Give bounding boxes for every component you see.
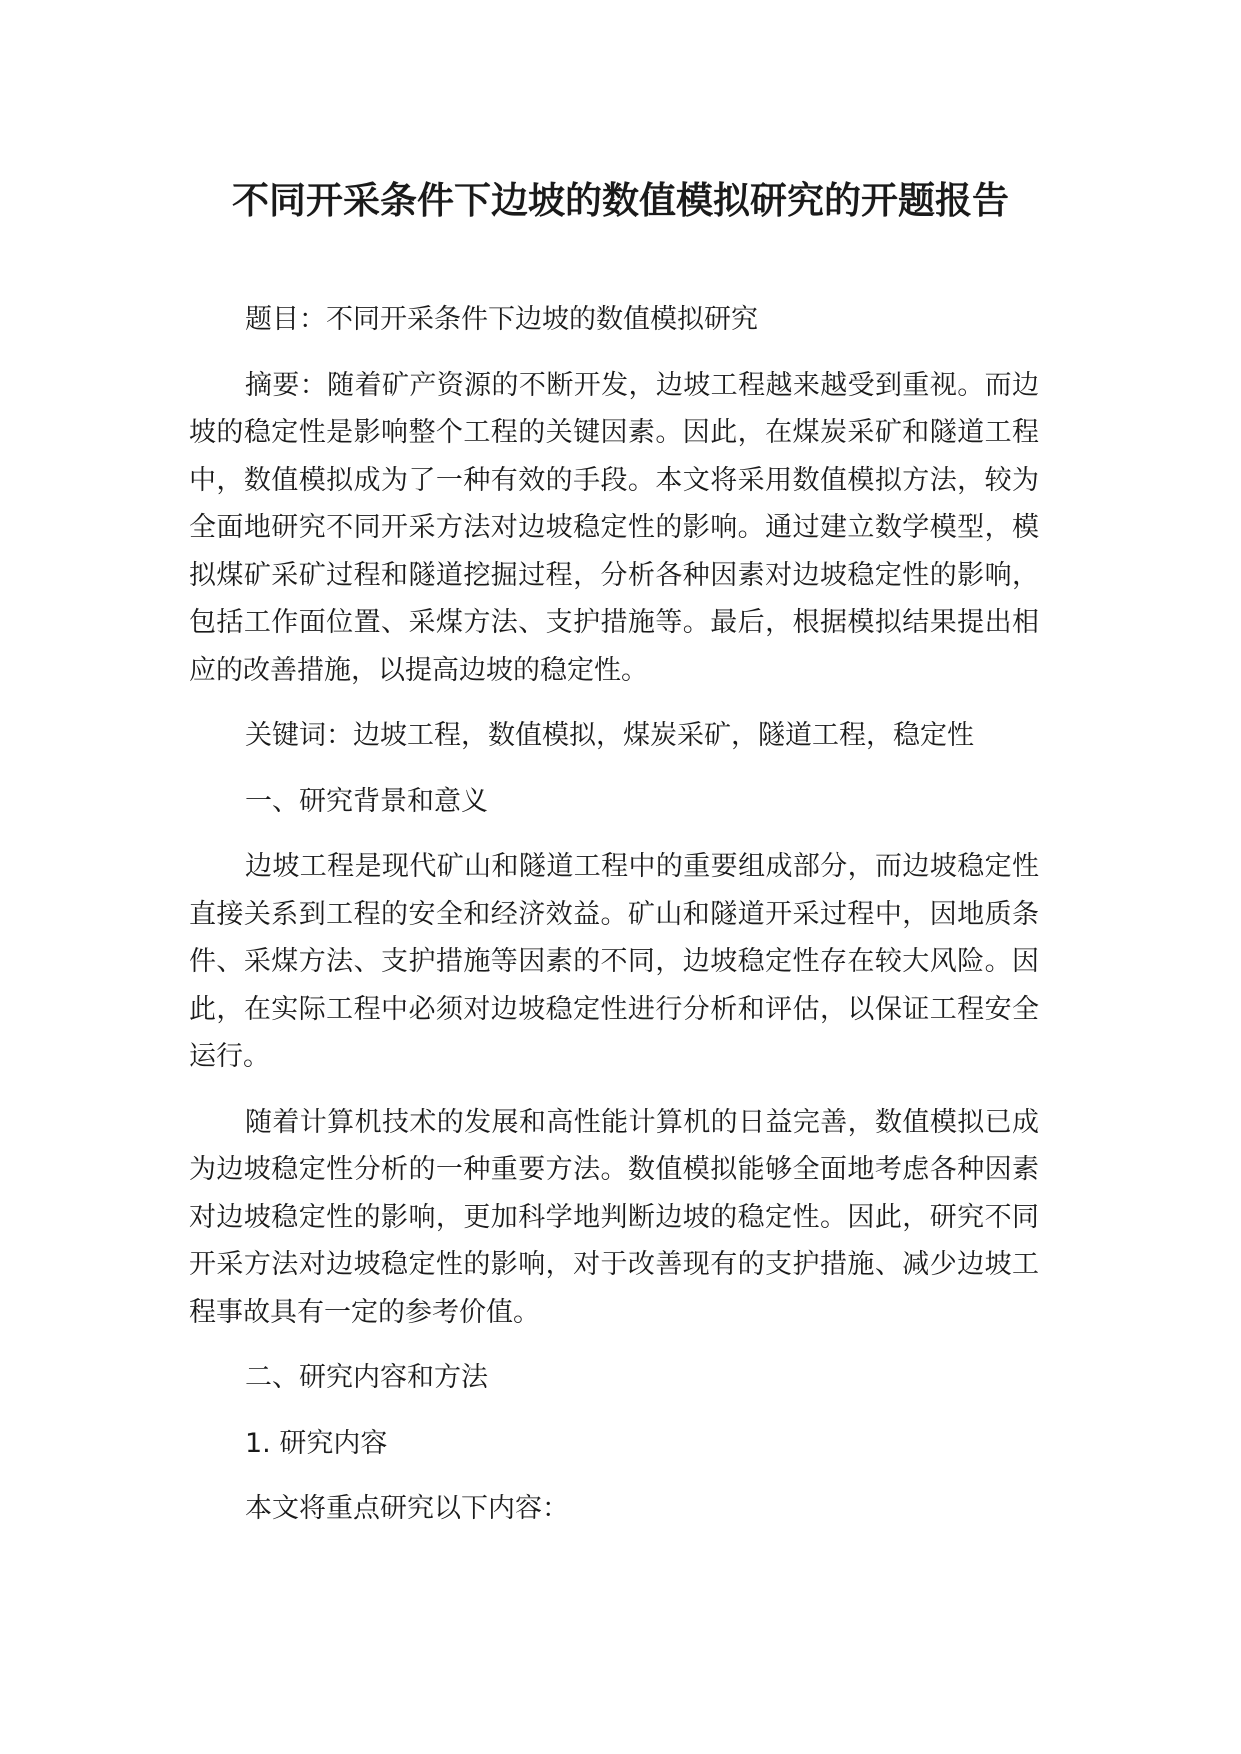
document-body — [189, 296, 1039, 1551]
document-title: 不同开采条件下边坡的数值模拟研究的开题报告 — [232, 179, 1009, 222]
subsection-heading-content: 1. 研究内容 — [245, 1427, 388, 1459]
content-intro-line: 本文将重点研究以下内容： — [245, 1493, 569, 1524]
keywords-line: 关键词：边坡工程，数值模拟，煤炭采矿，隧道工程，稳定性 — [245, 720, 974, 751]
topic-line: 题目：不同开采条件下边坡的数值模拟研究 — [245, 304, 758, 335]
background-paragraph-1: 边坡工程是现代矿山和隧道工程中的重要组成部分，而边坡稳定性直接关系到工程的安全和经济效益。矿山和隧道开采过程中，因地质条件、采煤方法、支护措施等因素的不同，边坡稳定性存在较大风险。因此，在实际工程中必须对边坡稳定性进行分析和评估，以保证工程安全运行。 — [189, 851, 1039, 1072]
background-paragraph-2: 随着计算机技术的发展和高性能计算机的日益完善，数值模拟已成为边坡稳定性分析的一种重要方法。数值模拟能够全面地考虑各种因素对边坡稳定性的影响，更加科学地判断边坡的稳定性。因此，研究不同开采方法对边坡稳定性的影响，对于改善现有的支护措施、减少边坡工程事故具有一定的参考价值。 — [189, 1106, 1039, 1328]
abstract-paragraph: 摘要：随着矿产资源的不断开发，边坡工程越来越受到重视。而边坡的稳定性是影响整个工程的关键因素。因此，在煤炭采矿和隧道工程中，数值模拟成为了一种有效的手段。本文将采用数值模拟方法，较为全面地研究不同开采方法对边坡稳定性的影响。通过建立数学模型，模拟煤矿采矿过程和隧道挖掘过程，分析各种因素对边坡稳定性的影响，包括工作面位置、采煤方法、支护措施等。最后，根据模拟结果提出相应的改善措施，以提高边坡的稳定性。 — [189, 369, 1039, 686]
section-heading-content-methods: 二、研究内容和方法 — [245, 1362, 488, 1393]
section-heading-background: 一、研究背景和意义 — [245, 785, 488, 817]
